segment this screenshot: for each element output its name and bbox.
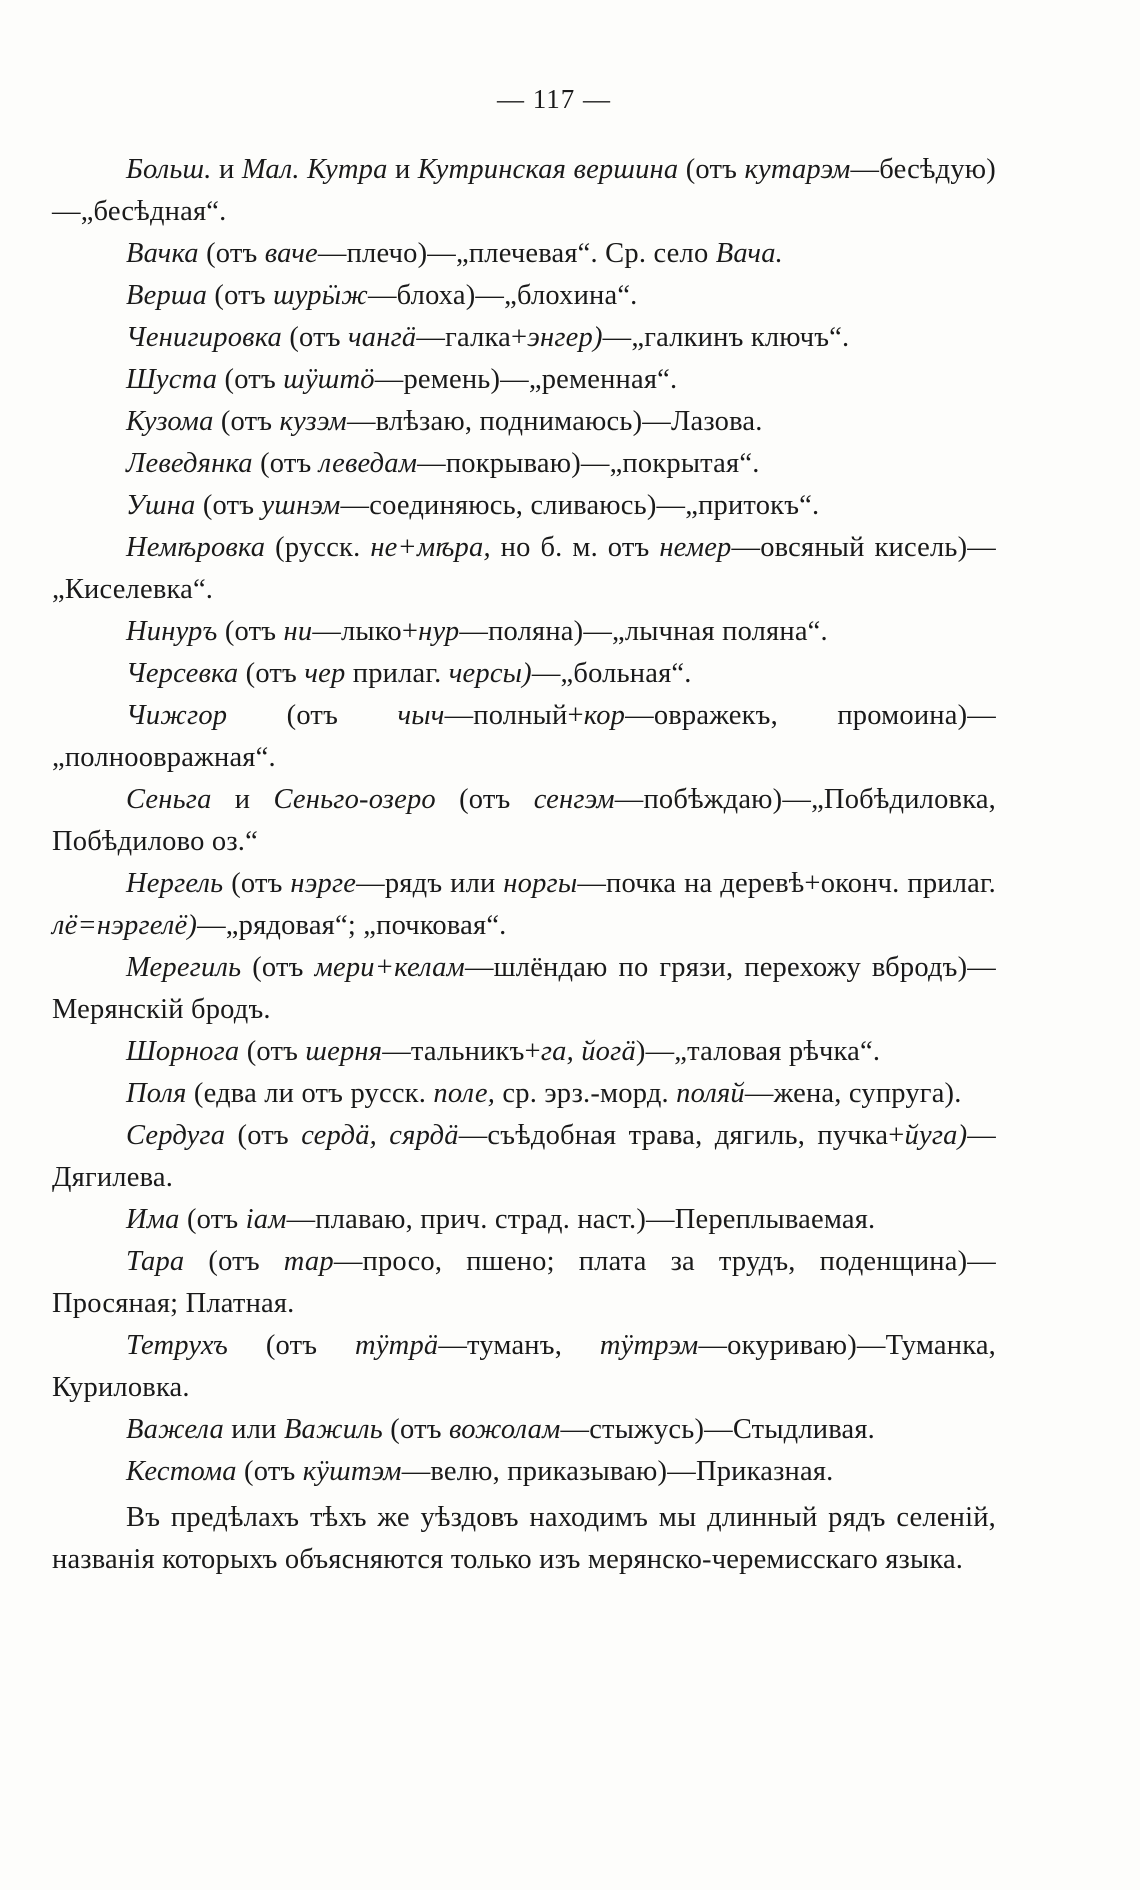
italic-term: йуга) bbox=[904, 1120, 968, 1151]
entry-text: —„галкинъ ключъ“. bbox=[602, 322, 850, 353]
entry-text: —рядъ или bbox=[356, 868, 504, 899]
italic-term: Немѣровка bbox=[126, 532, 266, 563]
toponym-entry bbox=[52, 653, 996, 695]
entry-text: —полный+ bbox=[444, 700, 584, 731]
italic-term: Има bbox=[126, 1204, 180, 1235]
italic-term: Тара bbox=[126, 1246, 185, 1277]
entry-text: (русск. bbox=[265, 532, 371, 563]
entry-text: (отъ bbox=[382, 1414, 449, 1445]
italic-term: Черсевка bbox=[126, 658, 239, 689]
entry-text: (отъ bbox=[678, 154, 745, 185]
entry-text: —плаваю, прич. страд. наст.)—Переплываемая. bbox=[286, 1204, 876, 1235]
toponym-entry bbox=[52, 485, 996, 527]
toponym-entry bbox=[52, 1409, 996, 1451]
entry-text: —жена, супруга). bbox=[744, 1078, 962, 1109]
entry-list bbox=[52, 149, 996, 1493]
italic-term: Поля bbox=[126, 1078, 187, 1109]
entry-text: (отъ bbox=[227, 1330, 356, 1361]
italic-term: Тетрухъ bbox=[126, 1330, 228, 1361]
entry-text: (отъ bbox=[236, 1456, 303, 1487]
toponym-entry bbox=[52, 1241, 996, 1325]
italic-term: Чижгор bbox=[126, 700, 228, 731]
entry-text: (отъ bbox=[227, 700, 398, 731]
italic-term: поляй bbox=[676, 1078, 745, 1109]
entry-text: (отъ bbox=[184, 1246, 284, 1277]
entry-text: (отъ bbox=[195, 490, 262, 521]
entry-text: —почка на деревѣ+оконч. прилаг. bbox=[577, 868, 996, 899]
entry-text: —окуриваю)—Туманка, Куриловка. bbox=[52, 1330, 996, 1403]
toponym-entry bbox=[52, 1073, 996, 1115]
italic-term: тӱтрä bbox=[355, 1330, 439, 1361]
toponym-entry bbox=[52, 527, 996, 611]
entry-text: но б. м. отъ bbox=[490, 532, 660, 563]
toponym-entry bbox=[52, 443, 996, 485]
toponym-entry bbox=[52, 1115, 996, 1199]
entry-text: и bbox=[211, 784, 274, 815]
toponym-entry bbox=[52, 1325, 996, 1409]
entry-text: (отъ bbox=[207, 280, 274, 311]
italic-term: поле, bbox=[433, 1078, 496, 1109]
entry-text: (отъ bbox=[241, 952, 315, 983]
entry-text: )—„таловая рѣчка“. bbox=[635, 1036, 881, 1067]
toponym-entry bbox=[52, 317, 996, 359]
italic-term: не+мѣра, bbox=[370, 532, 491, 563]
italic-term: вожолам bbox=[449, 1414, 561, 1445]
entry-text: (отъ bbox=[198, 238, 265, 269]
italic-term: норгы bbox=[503, 868, 578, 899]
entry-text: —блоха)—„блохина“. bbox=[367, 280, 638, 311]
entry-text: (отъ bbox=[252, 448, 319, 479]
entry-text: —ремень)—„ременная“. bbox=[374, 364, 678, 395]
toponym-entry bbox=[52, 779, 996, 863]
italic-term: Шорнога bbox=[126, 1036, 240, 1067]
entry-text: —„рядовая“; „почковая“. bbox=[197, 910, 507, 941]
entry-text: (отъ bbox=[213, 406, 280, 437]
entry-text: —соединяюсь, сливаюсь)—„притокъ“. bbox=[340, 490, 820, 521]
entry-text: (едва ли отъ русск. bbox=[186, 1078, 434, 1109]
toponym-entry bbox=[52, 275, 996, 317]
italic-term: чангä bbox=[348, 322, 417, 353]
italic-term: чер bbox=[304, 658, 346, 689]
entry-text: —съѣдобная трава, дягиль, пучка+ bbox=[458, 1120, 905, 1151]
toponym-entry bbox=[52, 401, 996, 443]
entry-text: или bbox=[223, 1414, 284, 1445]
entry-text: —туманъ, bbox=[438, 1330, 600, 1361]
entry-text: ср. эрз.-морд. bbox=[495, 1078, 677, 1109]
entry-text: —шлёндаю по грязи, перехожу вбродъ)—Мерянскій бродъ. bbox=[52, 952, 996, 1025]
entry-text: —просо, пшено; плата за трудъ, поденщина)—Просяная; Платная. bbox=[52, 1246, 996, 1319]
entry-text: (отъ bbox=[282, 322, 349, 353]
entry-text: (отъ bbox=[435, 784, 534, 815]
entry-text: —влѣзаю, поднимаюсь)—Лазова. bbox=[346, 406, 763, 437]
italic-term: Мерегиль bbox=[126, 952, 242, 983]
italic-term: нэрге bbox=[290, 868, 357, 899]
entry-text: —„больная“. bbox=[531, 658, 692, 689]
italic-term: энгер) bbox=[527, 322, 603, 353]
italic-term: ни bbox=[283, 616, 313, 647]
italic-term: Вачка bbox=[126, 238, 199, 269]
toponym-entry bbox=[52, 947, 996, 1031]
italic-term: Важиль bbox=[283, 1414, 383, 1445]
entry-text: —овсяный кисель)—„Киселевка“. bbox=[52, 532, 997, 605]
italic-term: Леведянка bbox=[126, 448, 253, 479]
italic-term: Кестома bbox=[126, 1456, 237, 1487]
italic-term: шӱштӧ bbox=[283, 364, 375, 395]
toponym-entry bbox=[52, 233, 996, 275]
italic-term: чыч bbox=[397, 700, 445, 731]
italic-term: Кутринская вершина bbox=[417, 154, 679, 185]
italic-term: ваче bbox=[264, 238, 318, 269]
italic-term: Шуста bbox=[126, 364, 218, 395]
italic-term: тӱтрэм bbox=[599, 1330, 699, 1361]
entry-text: —поляна)—„лычная поляна“. bbox=[459, 616, 828, 647]
italic-term: сердä, сярдä bbox=[301, 1120, 459, 1151]
italic-term: Сеньга bbox=[126, 784, 212, 815]
italic-term: Сеньго-озеро bbox=[273, 784, 436, 815]
italic-term: Нинуръ bbox=[126, 616, 218, 647]
entry-text: —тальникъ+ bbox=[382, 1036, 541, 1067]
italic-term: нур bbox=[418, 616, 460, 647]
toponym-entry bbox=[52, 359, 996, 401]
toponym-entry bbox=[52, 1451, 996, 1493]
entry-text: —бесѣдую)—„бесѣдная“. bbox=[52, 154, 996, 227]
entry-text: —стыжусь)—Стыдливая. bbox=[560, 1414, 876, 1445]
italic-term: Мал. Кутра bbox=[241, 154, 388, 185]
entry-text: (отъ bbox=[223, 868, 291, 899]
entry-text: (отъ bbox=[179, 1204, 246, 1235]
entry-text: —овражекъ, промоина)—„полноовражная“. bbox=[52, 700, 996, 773]
italic-term: тар bbox=[283, 1246, 334, 1277]
italic-term: сенгэм bbox=[533, 784, 615, 815]
toponym-entry bbox=[52, 695, 996, 779]
italic-term: шурӹж bbox=[273, 280, 368, 311]
entry-text: (отъ bbox=[239, 1036, 306, 1067]
italic-term: Сердуга bbox=[126, 1120, 226, 1151]
italic-term: черсы) bbox=[448, 658, 532, 689]
italic-term: Кузома bbox=[126, 406, 214, 437]
italic-term: кор bbox=[583, 700, 626, 731]
italic-term: Больш. bbox=[126, 154, 212, 185]
entry-text: —плечо)—„плечевая“. Ср. село bbox=[317, 238, 716, 269]
entry-text: —побѣждаю)—„Побѣдиловка, Побѣдилово оз.“ bbox=[52, 784, 996, 857]
entry-text: и bbox=[211, 154, 242, 185]
entry-text: —галка+ bbox=[416, 322, 528, 353]
italic-term: ушнэм bbox=[261, 490, 341, 521]
entry-text: —лыко+ bbox=[312, 616, 419, 647]
entry-text: (отъ bbox=[225, 1120, 302, 1151]
entry-text: (отъ bbox=[238, 658, 305, 689]
closing-paragraph: Въ предѣлахъ тѣхъ же уѣздовъ находимъ мы длинный рядъ селеній, названія которыхъ объясняются только изъ мерянско-черемисскаго языка. bbox=[52, 1502, 996, 1575]
italic-term: кутарэм bbox=[744, 154, 851, 185]
page-number: — 117 — bbox=[497, 84, 611, 114]
italic-term: Ушна bbox=[126, 490, 196, 521]
italic-term: Важела bbox=[126, 1414, 224, 1445]
italic-term: Вача. bbox=[715, 238, 783, 269]
italic-term: кузэм bbox=[279, 406, 347, 437]
italic-term: леведам bbox=[318, 448, 418, 479]
toponym-entry bbox=[52, 149, 996, 233]
entry-text: (отъ bbox=[217, 616, 284, 647]
toponym-entry bbox=[52, 1031, 996, 1073]
italic-term: Ченигировка bbox=[126, 322, 282, 353]
toponym-entry bbox=[52, 1199, 996, 1241]
entry-text: —велю, приказываю)—Приказная. bbox=[401, 1456, 834, 1487]
italic-term: немер bbox=[659, 532, 732, 563]
entry-text: (отъ bbox=[217, 364, 284, 395]
italic-term: кӱштэм bbox=[302, 1456, 402, 1487]
italic-term: Верша bbox=[126, 280, 208, 311]
entry-text: —Дягилева. bbox=[52, 1120, 996, 1193]
italic-term: мери+келам bbox=[314, 952, 465, 983]
italic-term: Нергель bbox=[126, 868, 224, 899]
entry-text: и bbox=[387, 154, 418, 185]
toponym-entry bbox=[52, 611, 996, 653]
italic-term: лë=нэргелë) bbox=[52, 910, 198, 941]
entry-text: —покрываю)—„покрытая“. bbox=[417, 448, 760, 479]
italic-term: шерня bbox=[305, 1036, 383, 1067]
toponym-entry bbox=[52, 863, 996, 947]
entry-text: прилаг. bbox=[345, 658, 449, 689]
italic-term: га, йогä bbox=[540, 1036, 636, 1067]
italic-term: iам bbox=[245, 1204, 287, 1235]
